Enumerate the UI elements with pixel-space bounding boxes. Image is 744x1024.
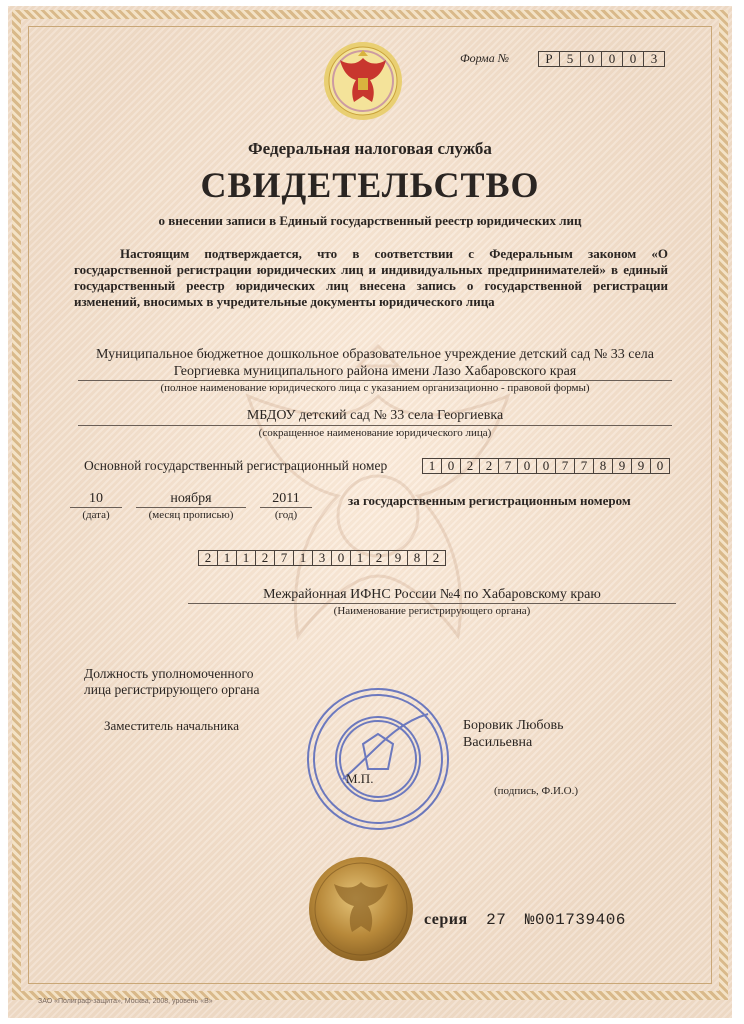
date-month-caption: (месяц прописью) <box>148 509 234 521</box>
signatory-post: Заместитель начальника <box>104 718 239 733</box>
signatory-fio <box>463 717 564 751</box>
forma-cell: 0 <box>623 51 644 67</box>
full-name-block <box>78 346 672 380</box>
short-name: МБДОУ детский сад № 33 села Георгиевка <box>246 408 504 423</box>
full-name-underline <box>78 380 672 381</box>
blank-number: №001739406 <box>524 911 626 929</box>
ogrn-cell: 0 <box>442 458 461 474</box>
ogrn-cell: 0 <box>518 458 537 474</box>
document-title: СВИДЕТЕЛЬСТВО <box>200 165 540 205</box>
series-number <box>424 911 626 929</box>
date-year-caption: (год) <box>274 509 298 521</box>
full-name-caption: (полное наименование юридического лица с указанием организационно - правовой формы) <box>160 382 590 394</box>
authority-name: Федеральная налоговая служба <box>248 139 492 158</box>
ogrn-cell: 7 <box>499 458 518 474</box>
post-label <box>84 666 259 698</box>
ogrn-cell: 7 <box>575 458 594 474</box>
hologram-seal-icon <box>306 854 416 964</box>
date-month-underline <box>136 507 246 508</box>
grn-cell: 2 <box>256 550 275 566</box>
signatory-fio-line-2: Васильевна <box>463 735 533 750</box>
short-name-caption: (сокращенное наименование юридического лица) <box>258 427 492 439</box>
ogrn-cell: 7 <box>556 458 575 474</box>
series-label: серия <box>424 911 468 928</box>
grn-cell: 2 <box>198 550 218 566</box>
ogrn-cell: 0 <box>651 458 670 474</box>
ogrn-cells <box>422 458 670 474</box>
grn-cell: 1 <box>237 550 256 566</box>
document-subtitle: о внесении записи в Единый государственный реестр юридических лиц <box>158 213 582 228</box>
grn-cell: 2 <box>370 550 389 566</box>
printer-imprint: ЗАО «Полиграф-защита», Москва, 2008, уровень «В» <box>38 998 213 1005</box>
ogrn-cell: 8 <box>594 458 613 474</box>
stamp-place-label: М.П. <box>346 771 374 786</box>
ogrn-cell: 2 <box>461 458 480 474</box>
organ-caption: (Наименование регистрирующего органа) <box>333 605 531 617</box>
signature-caption: (подпись, Ф.И.О.) <box>494 785 578 797</box>
forma-cell: 3 <box>644 51 665 67</box>
ogrn-label: Основной государственный регистрационный номер <box>84 458 388 473</box>
certificate-page <box>8 6 732 1018</box>
official-stamp-icon <box>303 684 453 834</box>
ogrn-cell: 1 <box>422 458 442 474</box>
ogrn-cell: 2 <box>480 458 499 474</box>
series-code: 27 <box>486 911 507 929</box>
ogrn-cell: 0 <box>537 458 556 474</box>
date-year-underline <box>260 507 312 508</box>
forma-number-cells <box>538 51 665 67</box>
ogrn-cell: 9 <box>632 458 651 474</box>
confirmation-paragraph: Настоящим подтверждается, что в соответствии с Федеральным законом «О государственной регистрации юридических лиц и индивидуальных предпринимателей» в единый государственный реестр юридических лиц внесена запись о государственной регистрации изменений, вносимых в учредительные документы юридического лица <box>74 246 668 309</box>
grn-text: за государственным регистрационным номером <box>348 493 631 508</box>
coat-of-arms-icon <box>322 40 404 122</box>
forma-cell: 5 <box>560 51 581 67</box>
full-name-line-2: Георгиевка муниципального района имени Лазо Хабаровского края <box>173 364 577 379</box>
short-name-underline <box>78 425 672 426</box>
forma-cell: 0 <box>581 51 602 67</box>
grn-cell: 2 <box>427 550 446 566</box>
full-name-line-1: Муниципальное бюджетное дошкольное образовательное учреждение детский сад № 33 села <box>95 347 654 362</box>
forma-cell: 0 <box>602 51 623 67</box>
grn-cell: 1 <box>218 550 237 566</box>
post-label-line-1: Должность уполномоченного <box>84 666 254 681</box>
grn-cells <box>198 550 446 566</box>
forma-label: Форма № <box>460 51 510 65</box>
registering-organ: Межрайонная ИФНС России №4 по Хабаровскому краю <box>263 587 601 602</box>
grn-cell: 8 <box>408 550 427 566</box>
post-label-line-2: лица регистрирующего органа <box>84 682 260 697</box>
grn-cell: 9 <box>389 550 408 566</box>
date-day-underline <box>70 507 122 508</box>
date-day-caption: (дата) <box>82 509 110 521</box>
grn-cell: 7 <box>275 550 294 566</box>
ogrn-cell: 9 <box>613 458 632 474</box>
date-month: ноября <box>170 491 212 506</box>
date-year: 2011 <box>272 491 300 506</box>
date-day: 10 <box>89 491 103 506</box>
grn-cell: 1 <box>351 550 370 566</box>
grn-cell: 3 <box>313 550 332 566</box>
grn-cell: 0 <box>332 550 351 566</box>
forma-cell: Р <box>538 51 560 67</box>
grn-cell: 1 <box>294 550 313 566</box>
signatory-fio-line-1: Боровик Любовь <box>463 718 564 733</box>
organ-underline <box>188 603 676 604</box>
